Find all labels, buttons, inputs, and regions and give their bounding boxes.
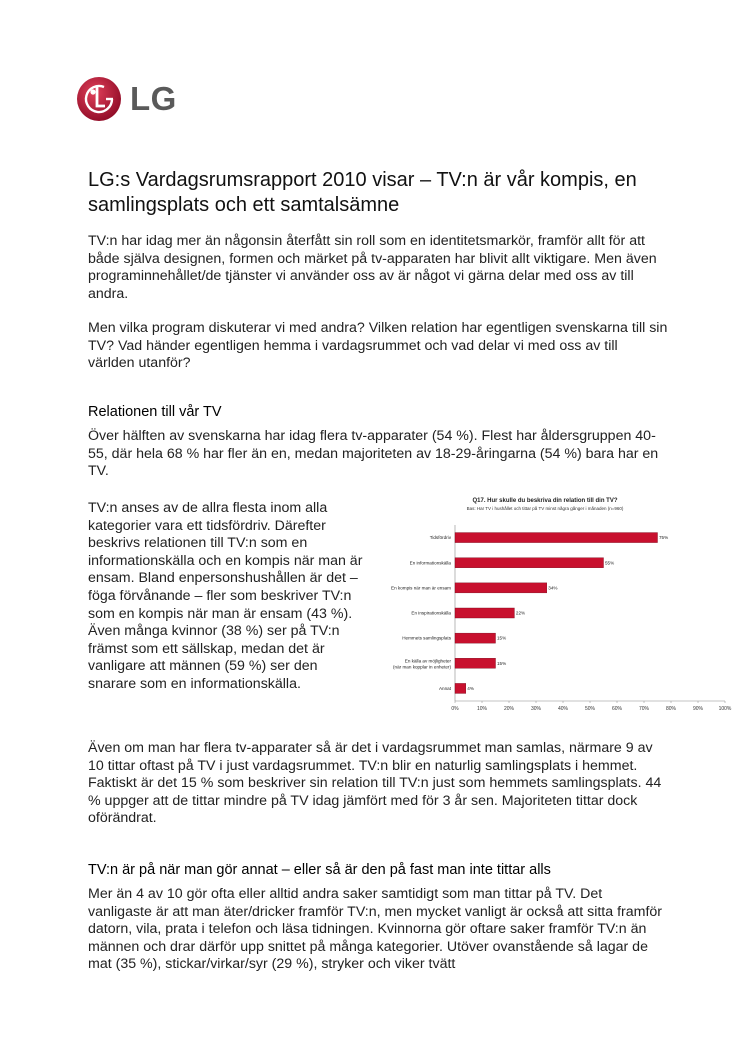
chart-x-tick-label: 100% [718, 706, 732, 712]
chart-category-label: Tidsfördriv [429, 535, 451, 541]
chart-value-label: 4% [467, 686, 474, 692]
intro-paragraph-2: Men vilka program diskuterar vi med andra? Vilken relation har egentligen svenskarna till sin TV? Vad händer egentligen hemma i vardagsrummet och vad delar vi med oss av till världen utanför? [88, 320, 668, 372]
chart-x-tick-label: 20% [503, 706, 515, 712]
chart-category-label: En kompis när man är ensam [391, 585, 451, 591]
section-heading-tv-on: TV:n är på när man gör annat – eller så är den på fast man inte tittar alls [88, 862, 551, 878]
chart-value-label: 15% [497, 635, 507, 641]
chart-subtitle: Bas: Har TV i hushållet och tittar på TV minst några gånger i månaden (n=960) [466, 506, 624, 511]
page-title: LG:s Vardagsrumsrapport 2010 visar – TV:n är vår kompis, en samlingsplats och ett samtalsämne [88, 169, 637, 216]
chart-x-tick-label: 80% [665, 706, 677, 712]
chart-x-tick-label: 70% [638, 706, 650, 712]
chart-value-label: 75% [659, 535, 669, 541]
section-heading-relation: Relationen till vår TV [88, 404, 222, 420]
relation-paragraph-1: Över hälften av svenskarna har idag flera tv-apparater (54 %). Flest har åldersgruppen 40-55, där hela 68 % har fler än en, medan majoriteten av 18-29-åringarna (54 %) bara har en TV. [88, 428, 659, 480]
intro-paragraph-1: TV:n har idag mer än någonsin återfått sin roll som en identitetsmarkör, framför allt för att både själva designen, formen och märket på tv-apparaten har blivit allt viktigare. Men även programinnehållet/de tjänster vi använder oss av är något vi gärna delar med oss av till andra. [88, 233, 657, 302]
relation-paragraph-3: Även om man har flera tv-apparater så är det i vardagsrummet man samlas, närmare 9 av 10 tittar oftast på TV i just vardagsrummet. TV:n blir en naturlig samlingsplats i hemmet. Faktiskt är det 15 % som beskriver sin relation till TV:n just som hemmets samlingsplats. 44 % uppger att de tittar mindre på TV idag jämfört med för 3 år sen. Majoriteten tittar dock oförändrat. [88, 740, 662, 827]
chart-value-label: 22% [515, 610, 526, 616]
chart-category-label: Annat [438, 686, 451, 692]
chart-title: Q17. Hur skulle du beskriva din relation till din TV? [472, 498, 618, 504]
chart-x-tick-label: 60% [611, 706, 623, 712]
chart-x-tick-label: 10% [476, 706, 488, 712]
relation-bar-chart [350, 493, 740, 723]
chart-bar [455, 583, 547, 593]
chart-x-tick-label: 50% [584, 706, 596, 712]
chart-x-tick-label: 30% [530, 706, 542, 712]
chart-value-label: 55% [605, 560, 615, 566]
chart-bar [455, 558, 604, 568]
chart-x-tick-label: 40% [557, 706, 569, 712]
chart-bar [455, 683, 466, 693]
relation-paragraph-2: TV:n anses av de allra flesta inom alla kategorier vara ett tidsfördriv. Därefter beskrivs relationen till TV:n som en informationskälla och en kompis när man är ensam. Bland enpersonshushållen är det – föga förvånande – fler som beskriver TV:n som en kompis när man är ensam (43 %). Även många kvinnor (38 %) ser på TV:n främst som ett sällskap, medan det är vanligare att männen (59 %) ser den snarare som en informationskälla. [88, 500, 363, 692]
chart-x-tick-label: 90% [692, 706, 704, 712]
chart-value-label: 15% [497, 660, 507, 666]
chart-category-label: En källa av möjligheter [404, 658, 451, 664]
lg-logo [76, 76, 177, 122]
chart-bar [455, 608, 514, 618]
chart-bar [455, 633, 496, 643]
chart-category-label: Hemmets samlingsplats [402, 635, 451, 641]
lg-logo-icon [76, 76, 122, 122]
chart-bar [455, 658, 496, 668]
chart-category-label-cont: (när man kopplar in enheter) [393, 664, 451, 670]
chart-category-label: En inspirationskälla [411, 610, 451, 616]
chart-category-label: En informationskälla [409, 560, 451, 566]
chart-value-label: 34% [548, 585, 558, 591]
chart-bar [455, 533, 658, 543]
lg-logo-text: LG [130, 80, 177, 117]
tv-on-paragraph-1: Mer än 4 av 10 gör ofta eller alltid andra saker samtidigt som man tittar på TV. Det vanligaste är att man äter/dricker framför TV:n, men mycket vanligt är också att sitta framför datorn, vila, prata i telefon och läsa tidningen. Kvinnorna gör oftare saker framför TV:n än männen och drar därför upp snittet på många kategorier. Utöver ovanstående så lagar de mat (35 %), stickar/virkar/syr (29 %), stryker och viker tvätt [88, 886, 663, 973]
chart-x-tick-label: 0% [451, 706, 459, 712]
